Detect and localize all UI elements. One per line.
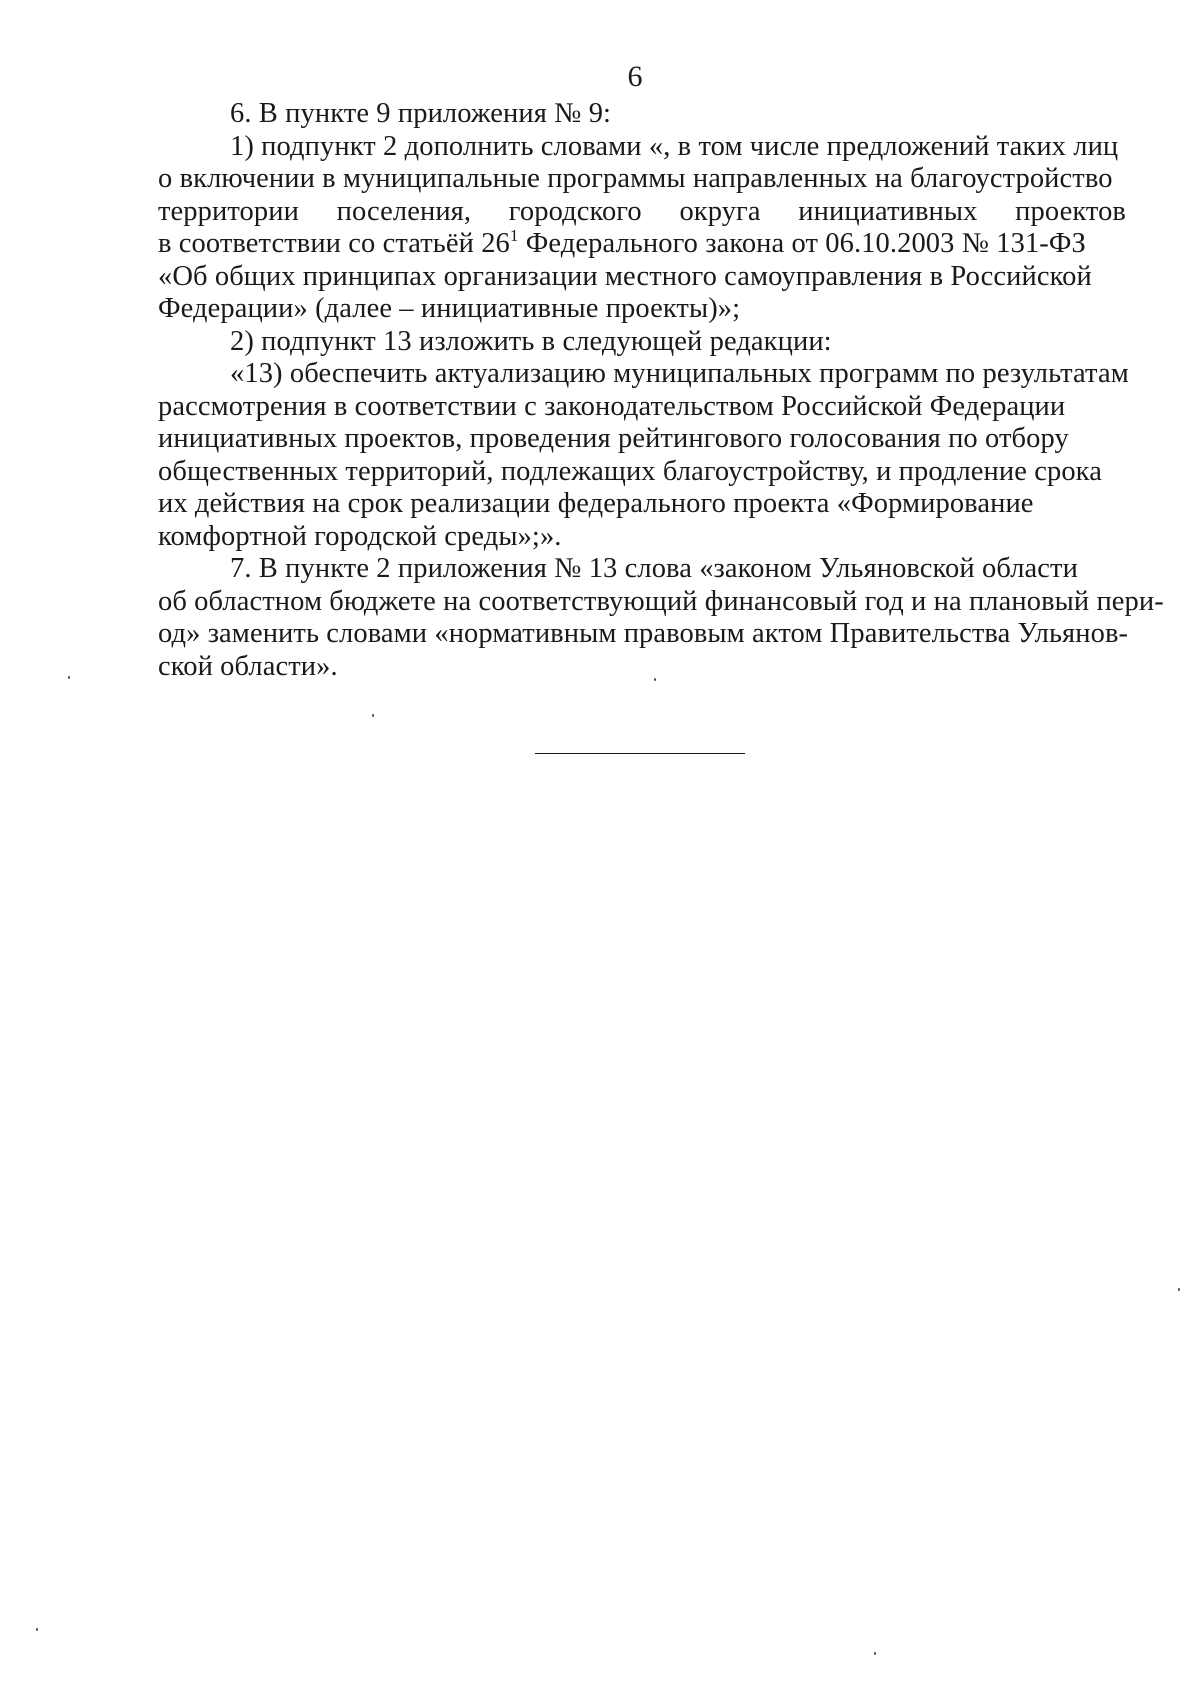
scan-speck: [654, 678, 656, 681]
scan-speck: [68, 676, 70, 679]
sub2-line4: инициативных проектов, проведения рейтингового голосования по отбору: [158, 423, 1069, 454]
superscript-one: 1: [509, 226, 519, 245]
page-number: 6: [627, 60, 643, 93]
sub1-line6: Федерации» (далее – инициативные проекты)»;: [158, 293, 741, 324]
sub2-line6: их действия на срок реализации федерального проекта «Формирование: [158, 488, 1034, 519]
sub1-line3-word: округа: [679, 195, 761, 227]
scan-speck: [1178, 1288, 1180, 1291]
sub1-line1-text: 1) подпункт 2 дополнить словами «, в том числе предложений таких лиц: [230, 130, 1119, 162]
sub1-line3-word: инициативных: [798, 195, 978, 227]
sub1-line3-word: поселения,: [336, 195, 472, 227]
paragraph-7-line4: ской области».: [158, 650, 338, 682]
paragraph-7-line1: 7. В пункте 2 приложения № 13 слова «законом Ульяновской области: [230, 553, 1078, 584]
sub1-line5: «Об общих принципах организации местного самоуправления в Российской: [158, 260, 1092, 292]
sub2-line2: «13) обеспечить актуализацию муниципальных программ по результатам: [230, 358, 1129, 389]
sub1-line3-word: городского: [508, 195, 642, 227]
sub2-line1: 2) подпункт 13 изложить в следующей редакции:: [230, 325, 832, 357]
sub1-line4: [158, 228, 1126, 261]
scan-speck: [372, 714, 374, 717]
end-of-document-rule: [535, 753, 745, 754]
scan-speck: [36, 1628, 38, 1631]
sub1-line3-word: проектов: [1015, 195, 1126, 227]
sub1-line4-after: Федерального закона от 06.10.2003 № 131-ФЗ: [518, 228, 1086, 259]
sub1-line3: [158, 196, 1126, 229]
sub2-line7: комфортной городской среды»;».: [158, 520, 562, 552]
sub1-line2: о включении в муниципальные программы направленных на благоустройство: [158, 163, 1113, 194]
scan-speck: [874, 1652, 876, 1655]
paragraph-7-line2: об областном бюджете на соответствующий финансовый год и на плановый пери-: [158, 585, 1164, 617]
sub1-line1: [158, 131, 1126, 164]
document-body: [158, 98, 1164, 683]
sub2-line5: общественных территорий, подлежащих благоустройству, и продление срока: [158, 455, 1102, 487]
paragraph-7-line3: од» заменить словами «нормативным правовым актом Правительства Ульянов-: [158, 618, 1129, 649]
sub2-line3: рассмотрения в соответствии с законодательством Российской Федерации: [158, 390, 1066, 422]
sub1-line4-before: в соответствии со статьёй 26: [158, 228, 510, 259]
sub1-line3-word: территории: [158, 195, 299, 227]
paragraph-6-heading: 6. В пункте 9 приложения № 9:: [230, 98, 612, 129]
